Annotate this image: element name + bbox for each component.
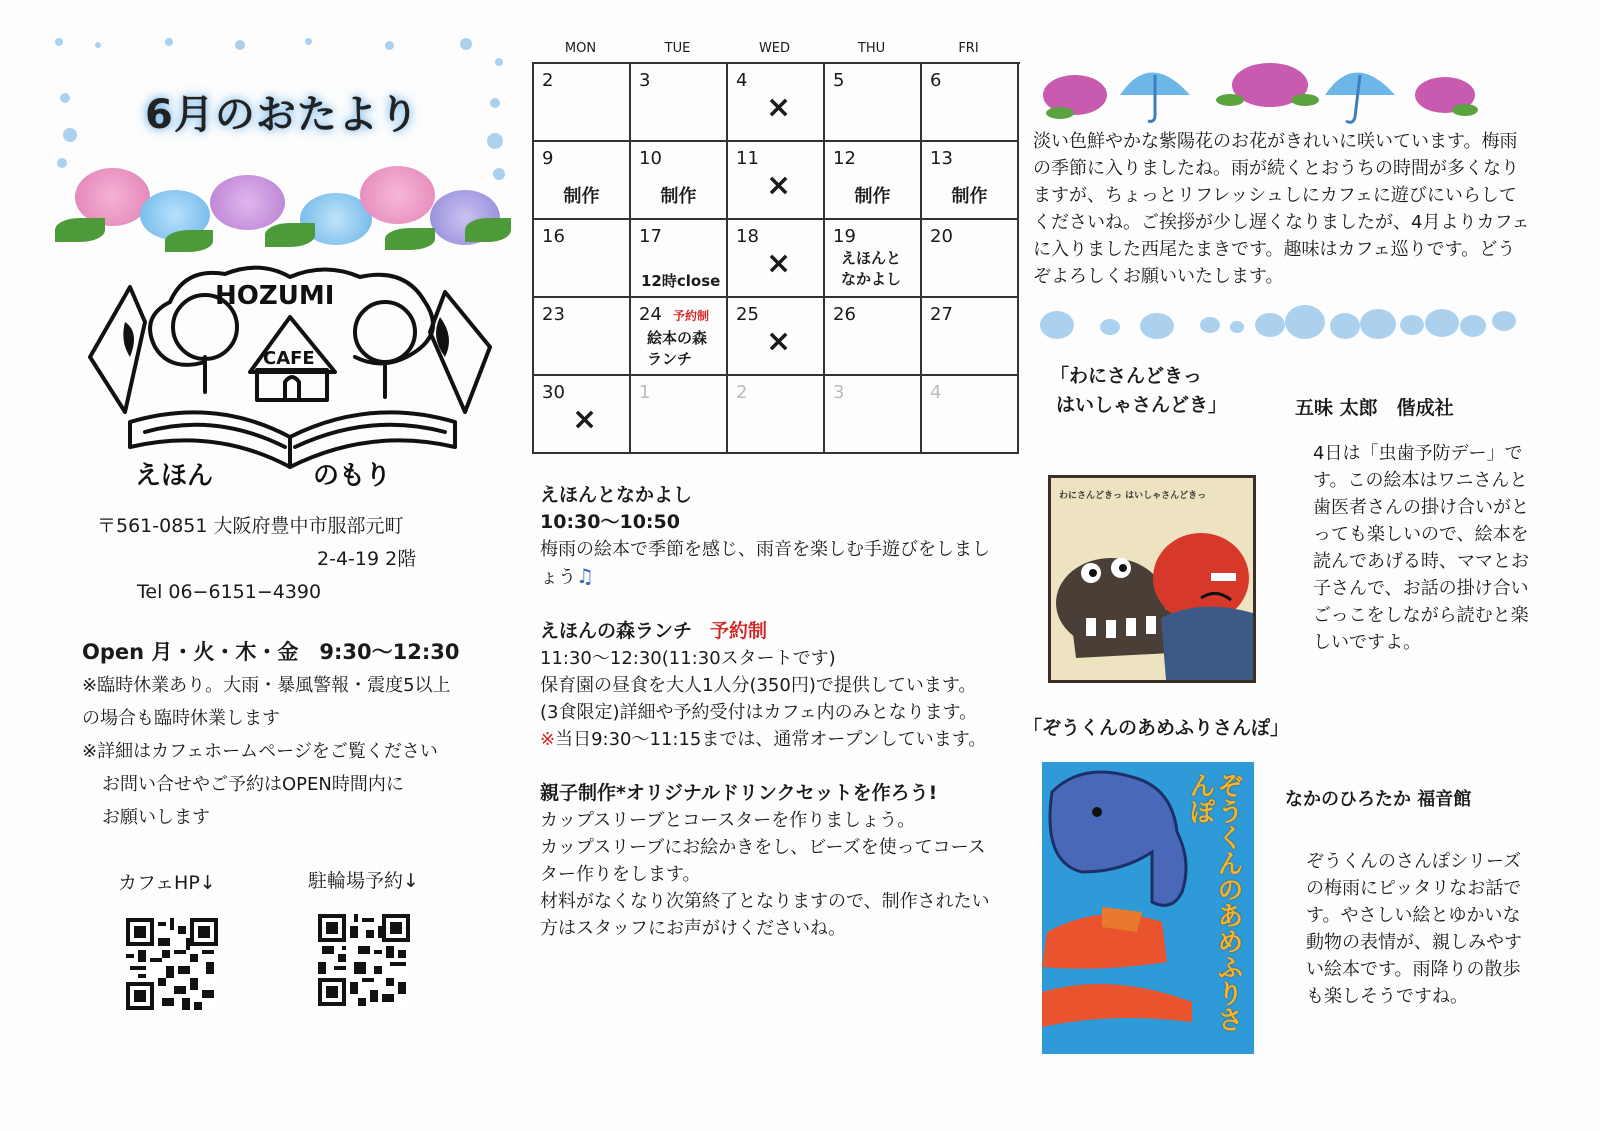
music-note-icon: ♫ — [576, 564, 594, 588]
calendar-cell — [631, 376, 728, 454]
book2-cover-text: ぞうくんのあめふりさんぽ — [1185, 772, 1243, 1032]
day-mon: MON — [564, 41, 597, 56]
day-wed: WED — [758, 41, 791, 56]
book1-title-line1: 「わにさんどきっ — [1050, 365, 1203, 387]
closed-mark: × — [572, 402, 598, 437]
calendar-cell — [631, 64, 728, 142]
june-calendar — [532, 36, 1020, 454]
book1-author: 五味 太郎 偕成社 — [1295, 397, 1454, 419]
cafe-hp-label: カフェHP↓ — [118, 872, 216, 894]
event2-title: えほんの森ランチ — [540, 620, 693, 642]
book1-cover-text: わにさんどきっ はいしゃさんどきっ — [1059, 491, 1207, 501]
calendar-date: 30 — [542, 382, 565, 403]
calendar-date: 4 — [736, 70, 748, 91]
cafe-logo — [85, 262, 495, 492]
day-tue: TUE — [664, 41, 691, 56]
calendar-event — [647, 328, 707, 370]
calendar-cell — [534, 220, 631, 298]
book1-title-line2: はいしゃさんどき」 — [1056, 394, 1228, 416]
parking-qr-code[interactable] — [318, 914, 410, 1006]
calendar-event-line: ランチ — [647, 350, 693, 368]
calendar-date: 2 — [736, 382, 748, 403]
calendar-date: 3 — [639, 70, 651, 91]
book2-author: なかのひろたか 福音館 — [1285, 789, 1472, 810]
event3-description-3: 材料がなくなり次第終了となりますので、制作されたい方はスタッフにお声がけくださいね。 — [540, 891, 990, 939]
book1-title — [1050, 362, 1227, 420]
closure-note-2: の場合も臨時休業します — [82, 708, 280, 729]
bubble-divider — [1040, 305, 1520, 345]
event2-note: 当日9:30〜11:15までは、通常オープンしています。 — [555, 729, 987, 750]
calendar-cell — [534, 142, 631, 220]
event3-description-1: カップスリーブとコースターを作りましょう。 — [540, 810, 916, 831]
calendar-date: 26 — [833, 304, 856, 325]
event2-note-mark: ※ — [540, 729, 556, 750]
reservation-tag: 予約制 — [673, 309, 710, 323]
calendar-cell — [922, 376, 1019, 454]
calendar-event: 制作 — [951, 186, 988, 207]
logo-top-text: HOZUMI — [215, 281, 335, 311]
calendar-cell — [825, 298, 922, 376]
book2-description: ぞうくんのさんぽシリーズの梅雨にピッタリなお話です。やさしい絵とゆかいな動物の表情が、親しみやすい絵本です。雨降りの散歩も楽しそうですね。 — [1306, 851, 1522, 1007]
calendar-cell — [825, 376, 922, 454]
calendar-date: 13 — [930, 148, 953, 169]
closure-note-1: ※臨時休業あり。大雨・暴風警報・震度5以上 — [82, 675, 451, 696]
title-banner — [55, 38, 510, 258]
event2-time: 11:30〜12:30(11:30スタートです) — [540, 648, 836, 669]
calendar-date: 27 — [930, 304, 953, 325]
calendar-date: 1 — [639, 382, 651, 403]
day-fri: FRI — [958, 41, 979, 56]
calendar-cell — [922, 142, 1019, 220]
calendar-event: 12時close — [641, 272, 721, 290]
event-details — [540, 482, 995, 942]
book2-cover — [1042, 762, 1254, 1054]
calendar-event-line: えほんと — [841, 249, 902, 267]
event2-reservation-tag: 予約制 — [710, 620, 768, 642]
logo-cafe-text: CAFE — [263, 348, 315, 369]
calendar-event: 制作 — [660, 186, 697, 207]
logo-bottom-right: のもり — [313, 461, 392, 491]
calendar-date: 17 — [639, 226, 662, 247]
address-line1: 〒561-0851 大阪府豊中市服部元町 — [97, 515, 404, 537]
calendar-cell — [631, 142, 728, 220]
page-title: 6月のおたより — [145, 92, 420, 138]
event1-description: 梅雨の絵本で季節を感じ、雨音を楽しむ手遊びをしましょう — [540, 539, 990, 588]
calendar-cell — [922, 220, 1019, 298]
details-note-1: ※詳細はカフェホームページをご覧ください — [82, 741, 438, 762]
calendar-cell — [728, 220, 825, 298]
calendar-date: 20 — [930, 226, 953, 247]
calendar-date: 18 — [736, 226, 759, 247]
calendar-header — [532, 36, 1020, 62]
calendar-date: 23 — [542, 304, 565, 325]
calendar-cell — [922, 298, 1019, 376]
calendar-cell — [922, 64, 1019, 142]
calendar-date: 5 — [833, 70, 845, 91]
decoration-banner — [1040, 55, 1530, 125]
address-block — [97, 510, 517, 609]
address-line2: 2-4-19 2階 — [317, 548, 417, 570]
calendar-event-line: 絵本の森 — [647, 329, 708, 347]
book2-title: 「ぞうくんのあめふりさんぽ」 — [1023, 717, 1290, 739]
calendar-cell — [825, 64, 922, 142]
calendar-cell — [728, 64, 825, 142]
closed-mark: × — [766, 168, 792, 203]
calendar-cell — [631, 298, 728, 376]
calendar-cell — [631, 220, 728, 298]
event1-time: 10:30〜10:50 — [540, 511, 680, 533]
cafe-hp-qr-code[interactable] — [126, 918, 218, 1010]
calendar-event: 制作 — [563, 186, 600, 207]
open-hours: Open 月・火・木・金 9:30〜12:30 — [82, 640, 460, 664]
event3-title: 親子制作*オリジナルドリンクセットを作ろう! — [540, 782, 938, 804]
calendar-date: 3 — [833, 382, 845, 403]
calendar-date: 25 — [736, 304, 759, 325]
calendar-cell — [728, 142, 825, 220]
event2-description-2: (3食限定)詳細や予約受付はカフェ内のみとなります。 — [540, 702, 978, 723]
calendar-date: 16 — [542, 226, 565, 247]
closed-mark: × — [766, 324, 792, 359]
opening-hours — [82, 636, 522, 834]
event3-description-2: カップスリーブにお絵かきをし、ビーズを使ってコースター作りをします。 — [540, 837, 986, 885]
closed-mark: × — [766, 246, 792, 281]
calendar-date: 9 — [542, 148, 554, 169]
calendar-event — [841, 248, 901, 290]
calendar-date: 11 — [736, 148, 759, 169]
calendar-event-line: なかよし — [841, 270, 902, 288]
phone-number: Tel 06−6151−4390 — [137, 581, 322, 603]
book1-description: 4日は「虫歯予防デー」です。この絵本はワニさんと歯医者さんの掛け合いがとっても楽しいので、絵本を読んであげる時、ママとお子さんで、お話の掛け合いごっこをしながら読むと楽しいですよ。 — [1313, 443, 1529, 653]
calendar-event: 制作 — [854, 186, 891, 207]
calendar-date: 19 — [833, 226, 856, 247]
calendar-date: 2 — [542, 70, 554, 91]
calendar-date: 12 — [833, 148, 856, 169]
calendar-cell — [534, 376, 631, 454]
calendar-date: 6 — [930, 70, 942, 91]
calendar-cell — [728, 376, 825, 454]
calendar-cell — [534, 298, 631, 376]
calendar-cell — [534, 64, 631, 142]
calendar-cell — [825, 220, 922, 298]
details-note-3: お願いします — [102, 807, 210, 828]
parking-label: 駐輪場予約↓ — [308, 870, 419, 892]
calendar-grid — [532, 62, 1020, 454]
calendar-date: 10 — [639, 148, 662, 169]
calendar-date: 24 — [639, 304, 662, 325]
book1-cover — [1048, 475, 1256, 683]
calendar-cell — [728, 298, 825, 376]
event1-title: えほんとなかよし — [540, 484, 693, 506]
calendar-cell — [825, 142, 922, 220]
day-thu: THU — [857, 41, 886, 56]
closed-mark: × — [766, 90, 792, 125]
greeting-text: 淡い色鮮やかな紫陽花のお花がきれいに咲いています。梅雨の季節に入りましたね。雨が続くとおうちの時間が多くなりますが、ちょっとリフレッシュしにカフェに遊びにいらしてくださいね。ご挨拶が少し遅くなりましたが、4月よりカフェに入りました西尾たまきです。趣味はカフェ巡りです。どうぞよろしくお願いいたします。 — [1033, 131, 1530, 287]
event2-description: 保育園の昼食を大人1人分(350円)で提供しています。 — [540, 675, 977, 696]
logo-bottom-left: えほん — [135, 461, 214, 491]
hydrangea-icon — [1043, 63, 1478, 119]
details-note-2: お問い合せやご予約はOPEN時間内に — [102, 774, 404, 795]
calendar-date: 4 — [930, 382, 942, 403]
